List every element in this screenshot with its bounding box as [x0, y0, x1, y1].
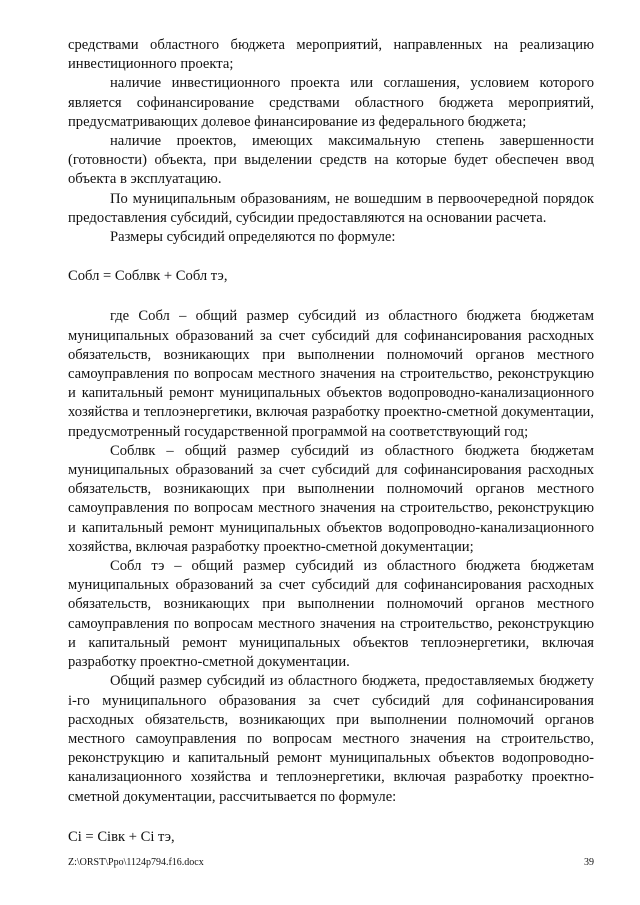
footer-page-number: 39	[584, 857, 594, 868]
paragraph-other-municipalities: По муниципальным образованиям, не вошедшим в первоочередной порядок предоставления субсидий, субсидии предоставляются на основании расчета.	[68, 190, 594, 226]
paragraph-continuation: средствами областного бюджета мероприятий, направленных на реализацию инвестиционного проекта;	[68, 37, 594, 73]
formula-municipal-subsidy: Сi = Сiвк + Сi тэ,	[68, 828, 175, 845]
formula-total-subsidy: Собл = Соблвк + Собл тэ,	[68, 268, 228, 285]
paragraph-project-readiness: наличие проектов, имеющих максимальную степень завершенности (готовности) объекта, при выделении средств на которые будет обеспечен ввод объекта в эксплуатацию.	[68, 133, 594, 188]
paragraph-investment-agreement: наличие инвестиционного проекта или соглашения, условием которого является софинансирование средствами областного бюджета мероприятий, предусматривающих долевое финансирование из федерального бюджета;	[68, 75, 594, 130]
paragraph-definition-sobl-te: Собл тэ – общий размер субсидий из областного бюджета бюджетам муниципальных образований за счет субсидий для софинансирования расходных обязательств, возникающих при выполнении полномочий органов местного самоуправления по вопросам местного значения на строительство, реконструкцию и капитальный ремонт муниципальных объектов теплоэнергетики, включая разработку проектно-сметной документации.	[68, 558, 594, 671]
footer-file-path: Z:\ORST\Ppo\1124p794.f16.docx	[68, 857, 204, 868]
paragraph-definition-sobl: где Собл – общий размер субсидий из областного бюджета бюджетам муниципальных образований за счет субсидий для софинансирования расходных обязательств, возникающих при выполнении полномочий органов местного самоуправления по вопросам местного значения на строительство, реконструкцию и капитальный ремонт муниципальных объектов водопроводно-канализационного хозяйства и теплоэнергетики, включая разработку проектно-сметной документации, предусмотренный государственной программой на соответствующий год;	[68, 308, 594, 440]
paragraph-formula-intro: Размеры субсидий определяются по формуле:	[110, 229, 396, 246]
document-body	[68, 36, 594, 847]
paragraph-municipal-total: Общий размер субсидий из областного бюджета, предоставляемых бюджету i-го муниципального образования за счет субсидий для софинансирования расходных обязательств, возникающих при выполнении полномочий органов местного самоуправления по вопросам местного значения на строительство, реконструкцию и капитальный ремонт муниципальных объектов водопроводно-канализационного хозяйства и теплоэнергетики, включая разработку проектно-сметной документации, рассчитывается по формуле:	[68, 673, 594, 805]
paragraph-definition-soblvk: Соблвк – общий размер субсидий из областного бюджета бюджетам муниципальных образований за счет субсидий для софинансирования расходных обязательств, возникающих при выполнении полномочий органов местного самоуправления по вопросам местного значения на строительство, реконструкцию и капитальный ремонт муниципальных объектов водопроводно-канализационного хозяйства, включая разработку проектно-сметной документации;	[68, 442, 594, 555]
